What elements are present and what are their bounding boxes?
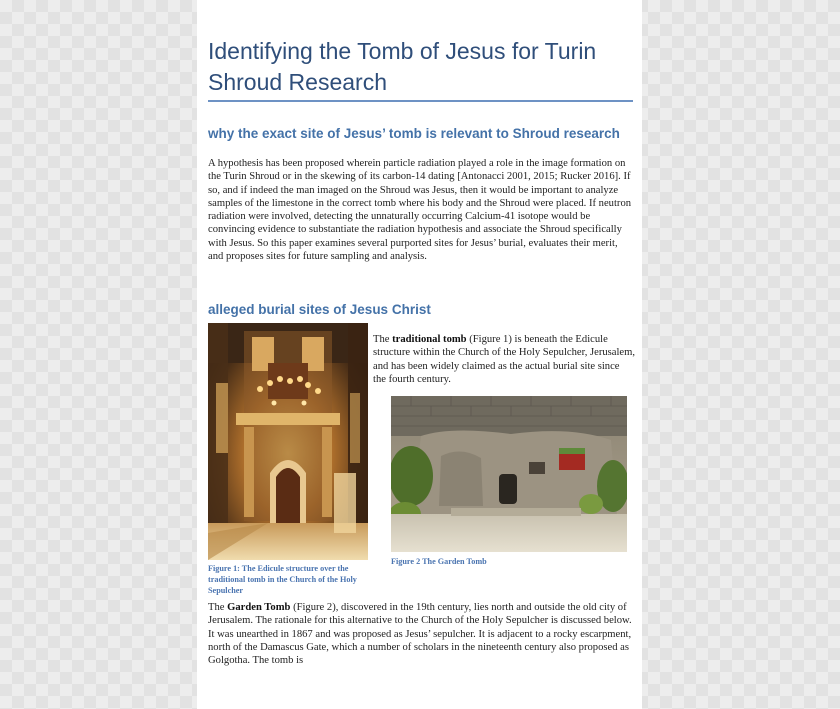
garden-tomb-paragraph xyxy=(208,601,636,667)
garden-tomb-intro: The xyxy=(208,602,228,613)
page-title: Identifying the Tomb of Jesus for Turin Shroud Research xyxy=(208,38,597,95)
traditional-tomb-intro: The xyxy=(373,334,393,345)
section-heading-relevance: why the exact site of Jesus’ tomb is relevant to Shroud research xyxy=(208,126,620,141)
figure-1-edicule-image xyxy=(208,323,368,560)
document-page xyxy=(197,0,642,709)
figure-2-caption: Figure 2 The Garden Tomb xyxy=(391,557,487,566)
traditional-tomb-paragraph xyxy=(373,333,635,386)
garden-tomb-term: Garden Tomb xyxy=(227,602,291,613)
intro-paragraph: A hypothesis has been proposed wherein particle radiation played a role in the image formation on the Turin Shroud or in the skewing of its carbon-14 dating [Antonacci 2001, 2015; Rucker 2016]. If so, and if indeed the man imaged on the Shroud was Jesus, then it would be important to analyze samples of the limestone in the correct tomb where his body and the Shroud were placed. If neutron radiation were involved, detecting the unnaturally occurring Calcium-41 isotope would be convincing evidence to substantiate the radiation hypothesis and associate the Shroud specifically with Jesus. So this paper examines several purported sites for Jesus’ burial, evaluates their merit, and proposes sites for future sampling and analysis. xyxy=(208,158,632,263)
section-heading-burial-sites: alleged burial sites of Jesus Christ xyxy=(208,302,431,317)
figure-1-caption: Figure 1: The Edicule structure over the traditional tomb in the Church of the Holy Sepulcher xyxy=(208,564,357,595)
figure-2-garden-tomb-image xyxy=(391,396,627,552)
traditional-tomb-term: traditional tomb xyxy=(392,334,467,345)
title-divider xyxy=(208,100,633,102)
traditional-tomb-text: (Figure 1) is beneath the Edicule structure within the Church of the Holy Sepulcher, Jerusalem, and has been widely claimed as the actual burial site since the fourth century. xyxy=(373,334,635,385)
garden-tomb-text: (Figure 2), discovered in the 19th century, lies north and outside the old city of Jerusalem. The rationale for this alternative to the Church of the Holy Sepulcher is discussed below. It was unearthed in 1867 and was proposed as Jesus’ sepulcher. It is adjacent to a rocky escarpment, north of the Damascus Gate, which a number of scholars in the nineteenth century also proposed as Golgotha. The tomb is xyxy=(208,602,632,667)
